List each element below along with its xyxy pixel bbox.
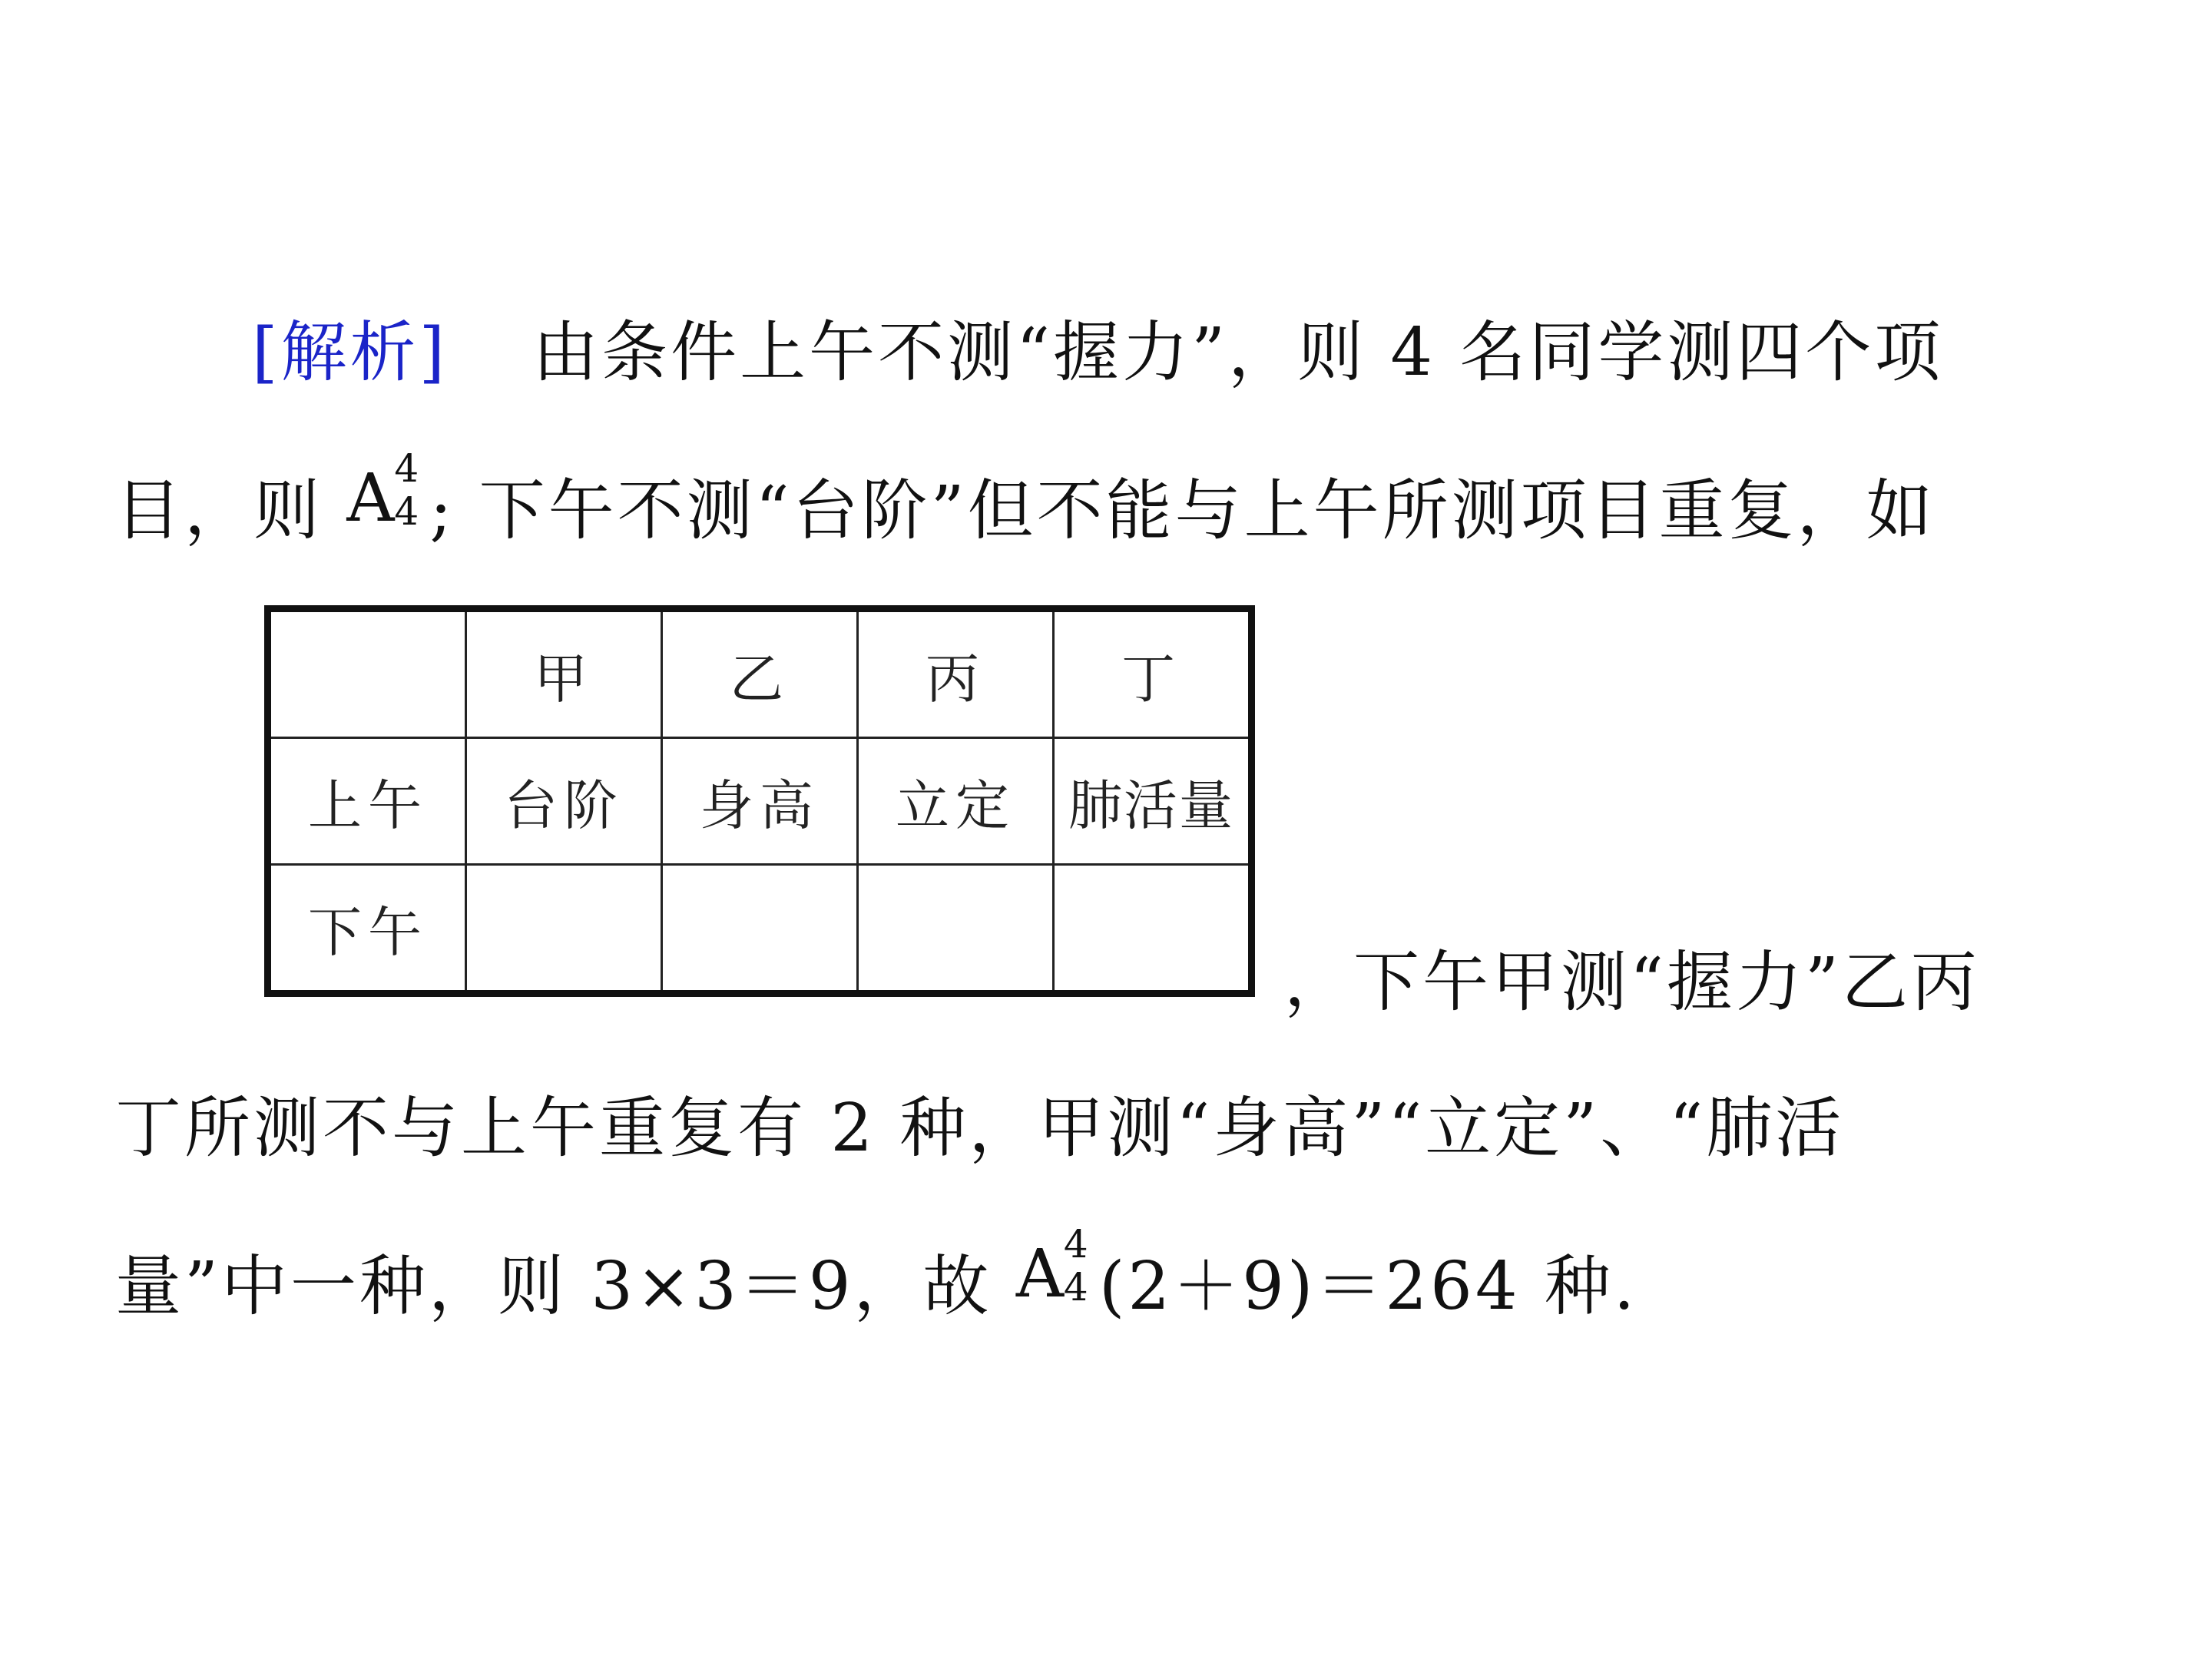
line-2-before: 目，则 xyxy=(115,472,347,549)
perm-superscript: 4 xyxy=(394,446,422,491)
line-5-before: 量”中一种，则 3×3＝9，故 xyxy=(115,1248,1016,1325)
table-cell xyxy=(662,865,858,994)
table-cell: 台阶 xyxy=(466,738,662,865)
schedule-table xyxy=(264,605,1255,997)
table-cell xyxy=(268,609,466,738)
table-cell: 丙 xyxy=(858,609,1054,738)
table-cell: 立定 xyxy=(858,738,1054,865)
line-5-after: (2＋9)＝264 种. xyxy=(1098,1248,1638,1325)
table-row xyxy=(268,865,1252,994)
perm-base: A xyxy=(1015,1236,1067,1313)
perm-subscript: 4 xyxy=(1063,1265,1091,1310)
solution-line-4 xyxy=(115,1086,1844,1171)
permutation-symbol xyxy=(1015,1222,1099,1313)
solution-line-2 xyxy=(115,446,1936,553)
table-cell: 丁 xyxy=(1054,609,1252,738)
table-cell: 乙 xyxy=(662,609,858,738)
solution-label: [解析] xyxy=(252,314,449,391)
after-table-text: ，下午甲测“握力”乙丙 xyxy=(1284,944,1980,1021)
solution-line-5 xyxy=(115,1222,1638,1329)
table-cell xyxy=(858,865,1054,994)
perm-subscript: 4 xyxy=(394,489,422,534)
table-cell: 上午 xyxy=(268,738,466,865)
line-2-after: ; 下午不测“台阶”但不能与上午所测项目重复，如 xyxy=(429,472,1936,549)
table-cell: 肺活量 xyxy=(1054,738,1252,865)
permutation-symbol xyxy=(346,446,429,537)
table-cell xyxy=(1054,865,1252,994)
solution-line-1 xyxy=(252,310,1943,395)
table-cell: 甲 xyxy=(466,609,662,738)
perm-base: A xyxy=(346,460,398,537)
perm-superscript: 4 xyxy=(1063,1222,1091,1267)
line-4-text: 丁所测不与上午重复有 2 种，甲测“身高”“立定”、“肺活 xyxy=(115,1090,1845,1167)
table-row xyxy=(268,738,1252,865)
table-cell: 身高 xyxy=(662,738,858,865)
line-1-text: 由条件上午不测“握力”，则 4 名同学测四个项 xyxy=(532,314,1944,391)
table-cell xyxy=(466,865,662,994)
table-header-row xyxy=(268,609,1252,738)
solution-line-3 xyxy=(1284,940,1980,1025)
table-cell: 下午 xyxy=(268,865,466,994)
